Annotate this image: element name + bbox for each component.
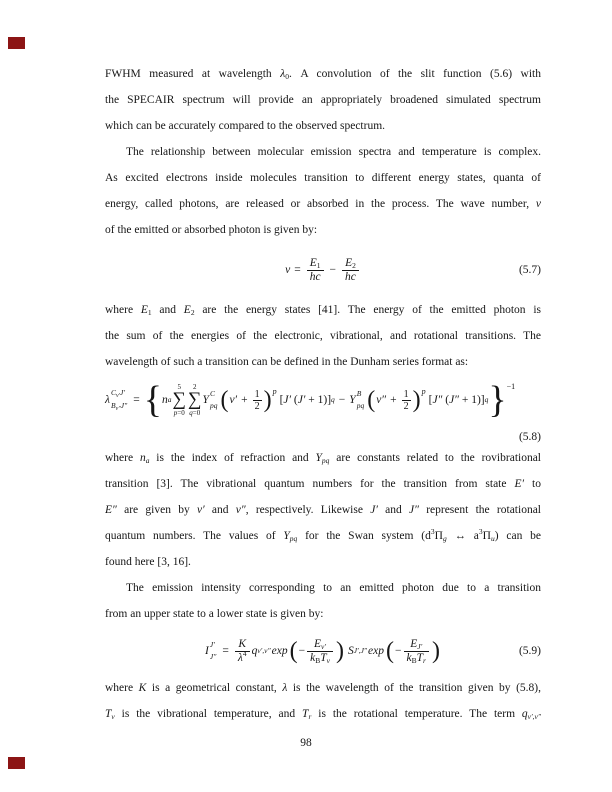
summation: 5 ∑ p=0 (172, 383, 186, 417)
math-symbol: n (161, 394, 168, 406)
paragraph-5 (105, 575, 541, 627)
text-line: where $E_1$ and $E_2$ are the energy states [41]. The energy of the emitted photon is (105, 304, 541, 317)
text-line: The emission intensity corresponding to an emitted photon due to a transition (126, 582, 541, 594)
page-body (105, 61, 541, 727)
equation-5-9-body: I J′ J″ = $\frac{K}{\lambda^4}$ q v′,v″ exp ( − $\frac{E_{v'}}{k_BT_v}$ ) S J′,J″ exp ( − $\frac{E_{J'}}{k_BT_r}$ ) (205, 637, 440, 665)
equation-5-7-body (285, 258, 361, 283)
link-annotation-bottom[interactable] (8, 757, 25, 769)
text-line: energy, called photons, are released or absorbed in the process. The wave number, ν (105, 198, 541, 210)
bracket-group: [J′ (J′ + 1)] (279, 394, 332, 406)
equation-5-8 (105, 375, 541, 445)
paragraph-1 (105, 61, 541, 139)
text-line: where $n_a$ is the index of refraction and $Y_{pq}$ are constants related to the rovibrational (105, 452, 541, 465)
bracket-group: [J″ (J″ + 1)] (428, 394, 485, 406)
text-line: which can be accurately compared to the observed spectrum. (105, 120, 386, 132)
equation-5-9 (105, 627, 541, 675)
math-operator: = (222, 645, 229, 657)
equation-number: (5.7) (518, 264, 541, 276)
fraction: $\frac{E_{v'}}{k_BT_v}$ (307, 639, 333, 664)
text-line: quantum numbers. The values of $Y_{pq}$ for the Swan system ($d^3\Pi_g$ ↔ $a^3\Pi_u$) can be (105, 527, 541, 543)
page-number: 98 (300, 737, 312, 749)
math-operator: + (390, 394, 397, 406)
text-line: As excited electrons inside molecules transition to different energy states, quanta of (105, 172, 541, 184)
text-line: from an upper state to a lower state is given by: (105, 608, 324, 620)
text-line: wavelength of such a transition can be defined in the Dunham series format as: (105, 356, 469, 368)
fraction: $\frac{E_2}{hc}$ (342, 258, 359, 283)
text-line: The relationship between molecular emission spectra and temperature is complex. (126, 146, 541, 158)
paragraph-4 (105, 445, 541, 575)
text-line: the SPECAIR spectrum will provide an appropriately broadened simulated spectrum (105, 94, 541, 106)
math-operator: − (298, 645, 306, 657)
math-symbol: λ (105, 394, 110, 406)
math-symbol: S (347, 645, 354, 657)
math-operator: − (329, 264, 337, 276)
math-symbol: Y (349, 394, 356, 406)
text-line: found here [3, 16]. (105, 556, 191, 568)
script-stack: $C_{v'}J'$ $B_{v''}J''$ (110, 388, 128, 412)
fraction: $\frac{1}{2}$ (254, 388, 260, 412)
text-line: $T_v$ is the vibrational temperature, and $T_r$ is the rotational temperature. The term $q_{v',v''}$ (105, 708, 541, 721)
text-line: where K is a geometrical constant, λ is the wavelength of the transition given by (5.8), (105, 682, 541, 694)
equation-number: (5.9) (518, 645, 541, 657)
exp-function: exp (271, 645, 288, 657)
paragraph-6 (105, 675, 541, 727)
math-symbol: I (205, 645, 209, 657)
math-operator: − (338, 394, 346, 406)
paragraph-3 (105, 297, 541, 375)
text-line: transition [3]. The vibrational quantum numbers for the transition from state E′ to (105, 478, 541, 490)
script-stack: B pq (356, 389, 365, 410)
equation-5-7 (105, 243, 541, 297)
equation-5-8-body: λ $C_{v'}J'$ $B_{v''}J''$ = { n a 5 ∑ p=0 2 ∑ q=0 Y C pq ( v′ + $\frac{1}{2}$ ) p [J′ (J′ + 1)] q − Y B pq ( v″ + $\frac{1}{2}$ ) p [J″ (J″ + 1)] q } −1 (105, 379, 516, 421)
math-symbol: Y (202, 394, 209, 406)
link-annotation-top[interactable] (8, 37, 25, 49)
math-operator: + (241, 394, 248, 406)
math-symbol: ν (285, 264, 291, 276)
math-operator: = (294, 264, 301, 276)
math-operator: = (133, 394, 140, 406)
summation: 2 ∑ q=0 (188, 383, 202, 417)
script-stack: J′ J″ (209, 640, 217, 661)
fraction: $\frac{K}{\lambda^4}$ (235, 639, 250, 664)
exp-function: exp (368, 645, 384, 657)
text-line: FWHM measured at wavelength $\lambda_0$. A convolution of the slit function (5.6) with (105, 68, 541, 81)
text-line: E″ are given by v′ and v″, respectively. Likewise J′ and J″ represent the rotational (105, 504, 541, 516)
fraction: $\frac{E_{J'}}{k_BT_r}$ (404, 639, 429, 664)
text-line: of the emitted or absorbed photon is given by: (105, 224, 318, 236)
fraction: $\frac{E_1}{hc}$ (307, 258, 324, 283)
math-operator: − (395, 645, 402, 657)
fraction: $\frac{1}{2}$ (403, 388, 409, 412)
script-stack: C pq (209, 389, 218, 410)
text-line: the sum of the energies of the electronic, vibrational, and rotational transitions. The (105, 330, 541, 342)
equation-number: (5.8) (518, 431, 541, 443)
paragraph-2 (105, 139, 541, 243)
